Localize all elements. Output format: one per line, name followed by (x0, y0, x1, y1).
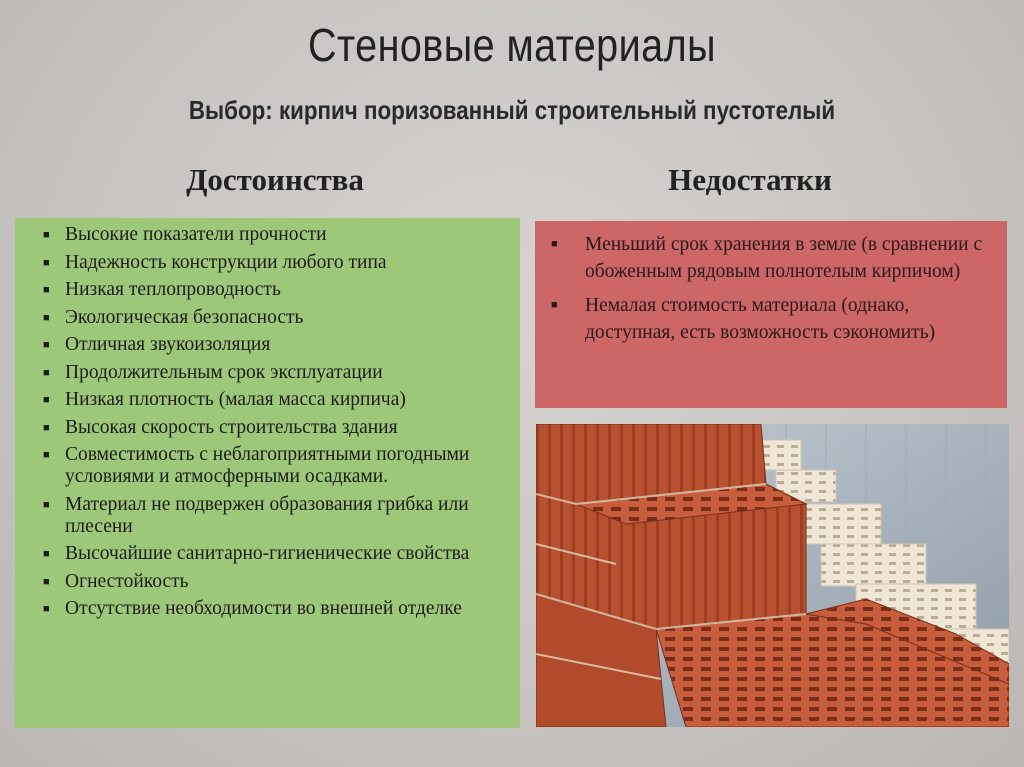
cons-item-text: Меньший срок хранения в земле (в сравнении с обоженным рядовым полнотелым кирпичом) (585, 234, 983, 282)
pros-list-item (37, 362, 508, 384)
bullet-icon: ■ (43, 548, 50, 560)
cons-list-item (549, 292, 993, 346)
pros-list (15, 218, 520, 620)
pros-list-item (37, 224, 508, 246)
pros-item-text: Высочайшие санитарно-гигиенические свойства (65, 543, 470, 564)
bullet-icon: ■ (551, 238, 558, 250)
bullet-icon: ■ (43, 311, 50, 324)
pros-list-item (37, 571, 508, 593)
pros-list-item (37, 543, 508, 565)
cons-list-item (549, 231, 993, 285)
pros-list-item (37, 494, 508, 538)
pros-list-item (37, 307, 508, 329)
bullet-icon: ■ (43, 229, 50, 241)
pros-item-text: Низкая плотность (малая масса кирпича) (65, 389, 406, 410)
bullet-icon: ■ (43, 449, 50, 461)
bullet-icon: ■ (43, 575, 50, 588)
cons-item-text: Немалая стоимость материала (однако, доступная, есть возможность сэкономить) (585, 295, 936, 343)
pros-item-text: Надежность конструкции любого типа (65, 251, 387, 273)
brick-wall-illustration (536, 424, 1009, 727)
pros-item-text: Продолжительным срок эксплуатации (65, 361, 383, 383)
pros-item-text: Материал не подвержен образования грибка или плесени (65, 493, 469, 537)
pros-list-item (37, 334, 508, 356)
page-subtitle: Выбор: кирпич поризованный строительный пустотелый (188, 95, 836, 125)
pros-item-text: Высокие показатели прочности (65, 224, 327, 245)
bullet-icon: ■ (43, 339, 50, 351)
pros-item-text: Низкая теплопроводность (65, 279, 281, 300)
bullet-icon: ■ (551, 299, 558, 311)
bullet-icon: ■ (43, 256, 50, 269)
bullet-icon: ■ (43, 603, 50, 615)
pros-list-item (37, 444, 508, 488)
pros-item-text: Экологическая безопасность (65, 306, 304, 328)
pros-item-text: Совместимость с неблагоприятными погодными условиями и атмосферными осадками. (65, 444, 470, 487)
page-title: Стеновые материалы (308, 19, 716, 71)
pros-list-item (37, 389, 508, 411)
pros-heading: Достоинства (186, 162, 364, 197)
pros-list-item (37, 417, 508, 439)
pros-item-text: Отличная звукоизоляция (65, 334, 271, 355)
pros-item-text: Огнестойкость (65, 570, 189, 592)
bullet-icon: ■ (43, 284, 50, 296)
pros-list-item (37, 252, 508, 274)
cons-heading: Недостатки (668, 162, 832, 197)
bullet-icon: ■ (43, 366, 50, 379)
bullet-icon: ■ (43, 394, 50, 406)
brick-wall-photo (536, 424, 1009, 727)
cons-list (535, 221, 1007, 346)
pros-list-item (37, 279, 508, 301)
bullet-icon: ■ (43, 498, 50, 511)
pros-item-text: Высокая скорость строительства здания (65, 416, 398, 438)
pros-panel (15, 218, 520, 728)
pros-list-item (37, 598, 508, 620)
bullet-icon: ■ (43, 421, 50, 434)
pros-item-text: Отсутствие необходимости во внешней отделке (65, 598, 462, 619)
cons-panel (535, 221, 1007, 408)
